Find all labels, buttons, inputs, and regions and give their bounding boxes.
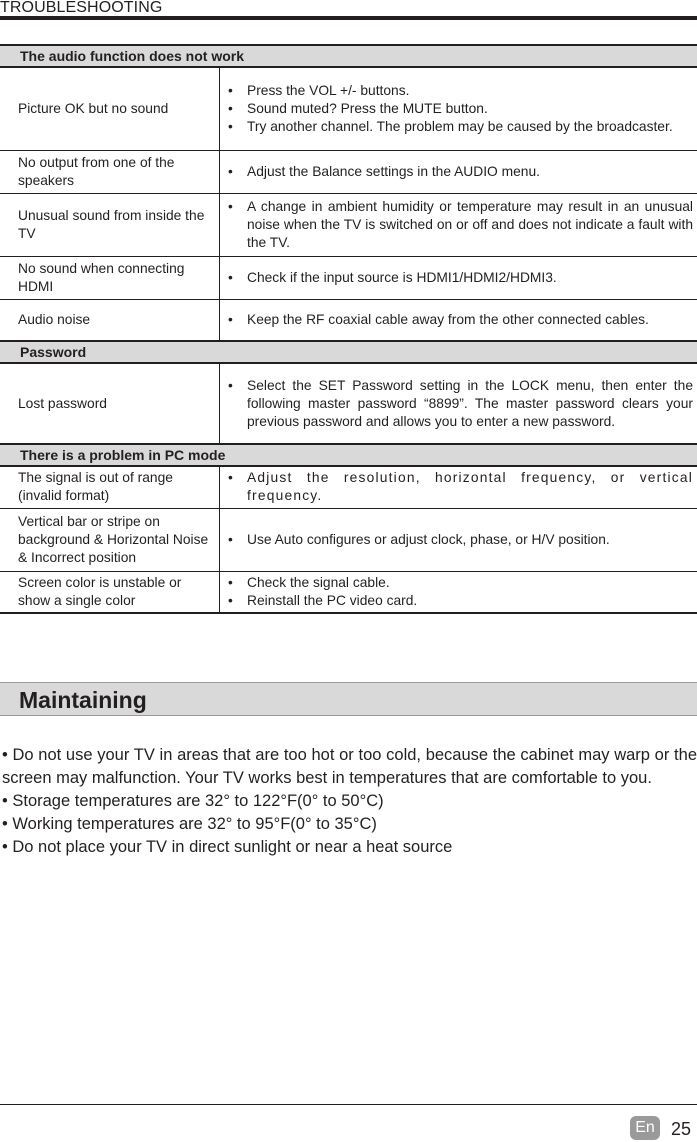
symptom-cell: Audio noise	[0, 299, 220, 341]
bullet-glyph: •	[228, 470, 235, 486]
table-row	[0, 466, 697, 508]
solution-cell	[220, 67, 697, 150]
paragraph: • Do not place your TV in direct sunlight or near a heat source	[2, 838, 453, 856]
page-title: TROUBLESHOOTING	[0, 0, 163, 16]
bullet-glyph: •	[228, 118, 233, 134]
list-item	[228, 531, 693, 549]
list-item	[228, 377, 693, 431]
solution-list	[228, 163, 693, 181]
troubleshooting-table	[0, 44, 697, 614]
solution-text: Try another channel. The problem may be caused by the broadcaster.	[247, 118, 673, 134]
solution-cell	[220, 508, 697, 571]
list-item	[228, 100, 693, 118]
solution-list	[228, 469, 693, 505]
table-row	[0, 150, 697, 193]
bullet-glyph: •	[228, 269, 233, 285]
solution-cell	[220, 299, 697, 341]
solution-cell	[220, 256, 697, 299]
bullet-glyph: •	[228, 100, 233, 116]
list-item	[228, 198, 693, 252]
solution-cell	[220, 363, 697, 444]
maintaining-header	[0, 682, 697, 716]
paragraph: • Working temperatures are 32° to 95°F(0° to 35°C)	[2, 815, 377, 833]
section-header-pc-mode	[0, 444, 697, 466]
table-row	[0, 363, 697, 444]
solution-cell	[220, 150, 697, 193]
solution-text: Use Auto configures or adjust clock, phase, or H/V position.	[247, 531, 610, 547]
solution-text: Adjust the resolution, horizontal frequency, or vertical frequency.	[247, 470, 693, 504]
solution-list	[228, 269, 693, 287]
section-title: The audio function does not work	[0, 45, 697, 67]
solution-text: Press the VOL +/- buttons.	[247, 82, 410, 98]
list-item	[228, 82, 693, 100]
solution-list	[228, 82, 693, 136]
section-title: There is a problem in PC mode	[0, 444, 697, 466]
list-item	[228, 469, 693, 505]
section-header-audio	[0, 45, 697, 67]
footer-divider	[0, 1104, 697, 1105]
paragraph: • Storage temperatures are 32° to 122°F(0° to 50°C)	[2, 792, 384, 810]
bullet-glyph: •	[228, 82, 233, 98]
symptom-cell: Lost password	[0, 363, 220, 444]
list-item	[228, 592, 693, 610]
list-item	[228, 269, 693, 287]
bullet-glyph: •	[228, 592, 233, 608]
solution-list	[228, 574, 693, 610]
symptom-cell: No output from one of the speakers	[0, 150, 220, 193]
symptom-cell: Unusual sound from inside the TV	[0, 193, 220, 256]
symptom-cell: Screen color is unstable or show a single color	[0, 571, 220, 613]
table-row	[0, 193, 697, 256]
section-header-password	[0, 341, 697, 363]
header-divider	[0, 16, 697, 20]
solution-text: Adjust the Balance settings in the AUDIO menu.	[247, 163, 540, 179]
solution-text: Reinstall the PC video card.	[247, 592, 418, 608]
solution-text: Select the SET Password setting in the LOCK menu, then enter the following master password “8899”. The master password clears your previous password and allows you to enter a new password.	[247, 377, 693, 429]
solution-text: Check the signal cable.	[247, 574, 390, 590]
table-row	[0, 67, 697, 150]
table-row	[0, 299, 697, 341]
symptom-cell: Vertical bar or stripe on background & Horizontal Noise & Incorrect position	[0, 508, 220, 571]
solution-list	[228, 198, 693, 252]
language-badge: En	[630, 1116, 660, 1140]
maintaining-content	[2, 744, 697, 859]
page-number: 25	[671, 1119, 692, 1139]
symptom-cell: The signal is out of range (invalid format)	[0, 466, 220, 508]
solution-list	[228, 377, 693, 431]
bullet-glyph: •	[228, 377, 233, 393]
symptom-cell: Picture OK but no sound	[0, 67, 220, 150]
table-row	[0, 256, 697, 299]
solution-list	[228, 311, 693, 329]
list-item	[228, 163, 693, 181]
section-title: Password	[0, 341, 697, 363]
solution-list	[228, 531, 693, 549]
solution-text: Sound muted? Press the MUTE button.	[247, 100, 488, 116]
symptom-cell: No sound when connecting HDMI	[0, 256, 220, 299]
list-item	[228, 118, 693, 136]
solution-text: Keep the RF coaxial cable away from the other connected cables.	[247, 311, 649, 327]
table-row	[0, 571, 697, 613]
bullet-glyph: •	[228, 574, 233, 590]
list-item	[228, 574, 693, 592]
bullet-glyph: •	[228, 311, 233, 327]
solution-cell	[220, 193, 697, 256]
bullet-glyph: •	[228, 531, 233, 547]
paragraph: • Do not use your TV in areas that are too hot or too cold, because the cabinet may warp or the screen may malfunction. Your TV works best in temperatures that are comfortable to you.	[2, 746, 697, 787]
solution-text: A change in ambient humidity or temperature may result in an unusual noise when the TV is switched on or off and does not indicate a fault with the TV.	[247, 198, 693, 250]
table-row	[0, 508, 697, 571]
bullet-glyph: •	[228, 163, 233, 179]
solution-text: Check if the input source is HDMI1/HDMI2/HDMI3.	[247, 269, 557, 285]
solution-cell	[220, 466, 697, 508]
solution-cell	[220, 571, 697, 613]
maintaining-title: Maintaining	[19, 687, 147, 713]
list-item	[228, 311, 693, 329]
page-header	[0, 0, 697, 22]
bullet-glyph: •	[228, 198, 233, 214]
